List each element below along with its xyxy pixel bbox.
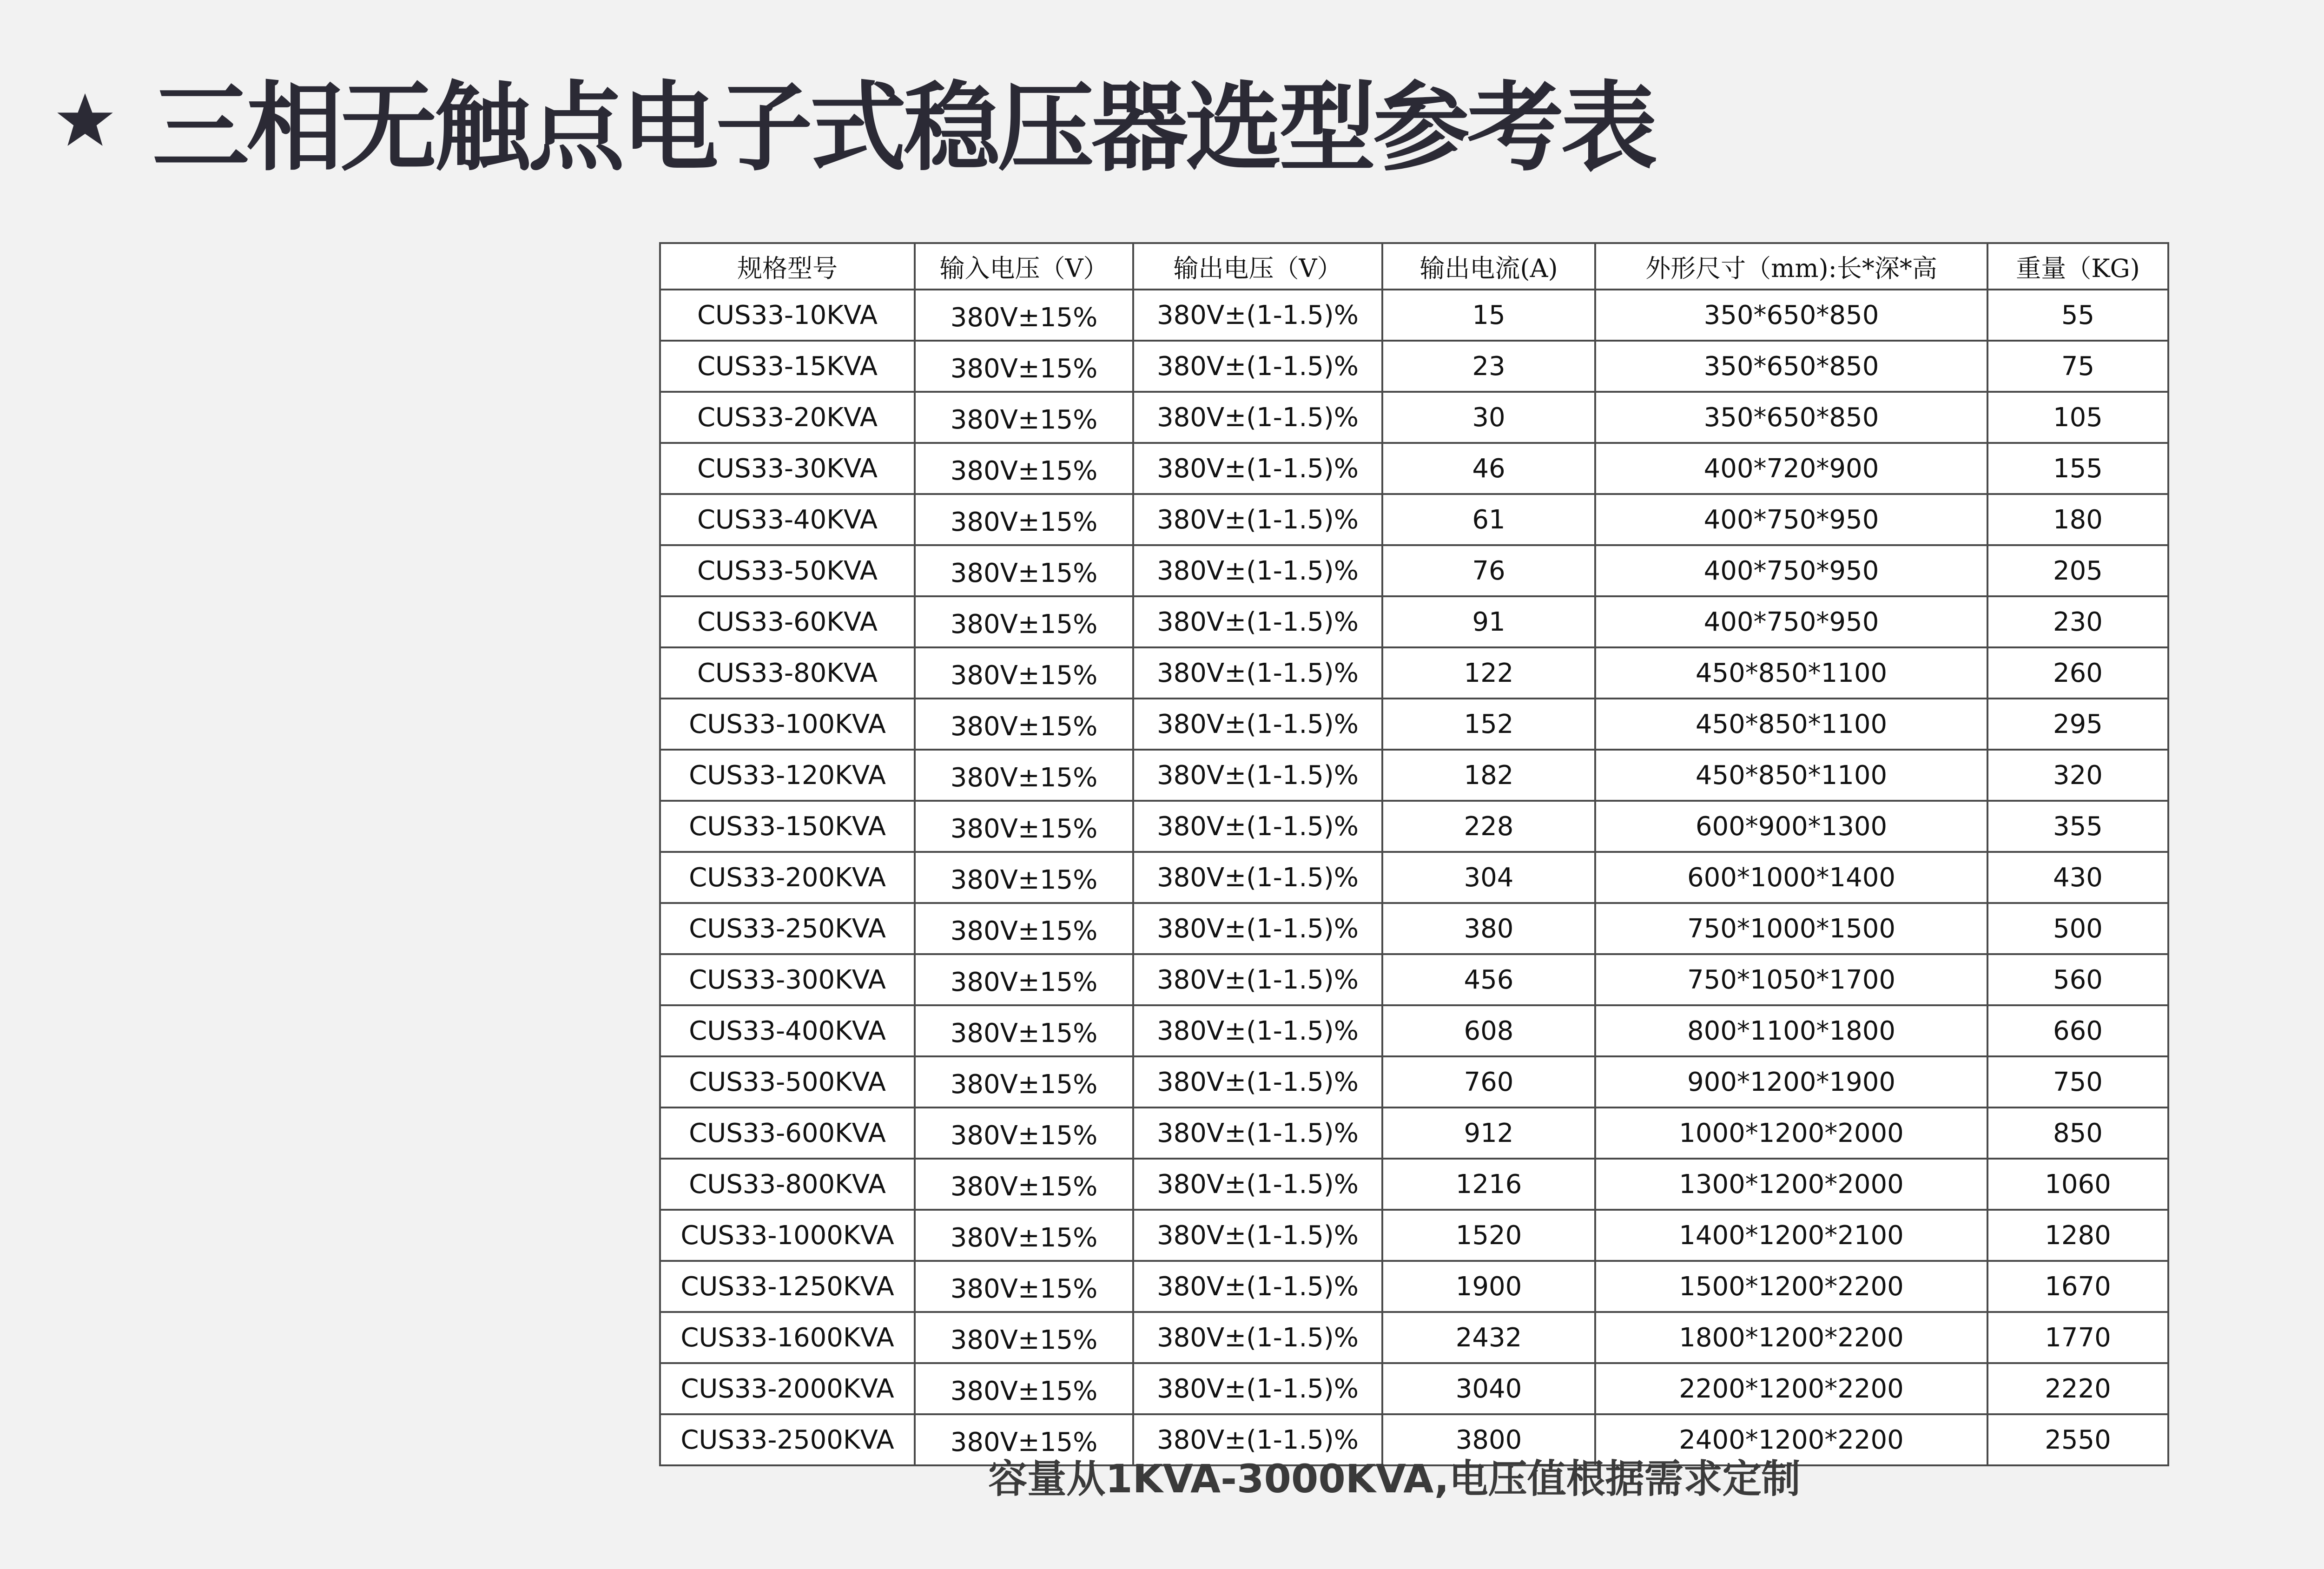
cell-input-voltage: 380V±15%	[915, 1159, 1133, 1210]
header-model: 规格型号	[660, 243, 915, 290]
cell-input-voltage: 380V±15%	[915, 801, 1133, 852]
cell-model: CUS33-80KVA	[660, 647, 915, 699]
cell-model: CUS33-50KVA	[660, 545, 915, 596]
cell-weight: 430	[1987, 852, 2168, 903]
cell-input-voltage: 380V±15%	[915, 1108, 1133, 1159]
cell-output-voltage: 380V±(1-1.5)%	[1133, 1159, 1382, 1210]
cell-output-voltage: 380V±(1-1.5)%	[1133, 1108, 1382, 1159]
cell-model: CUS33-15KVA	[660, 341, 915, 392]
cell-output-voltage: 380V±(1-1.5)%	[1133, 1363, 1382, 1414]
cell-output-current: 15	[1382, 290, 1595, 341]
cell-dimensions: 2200*1200*2200	[1595, 1363, 1987, 1414]
cell-output-current: 1216	[1382, 1159, 1595, 1210]
cell-weight: 55	[1987, 290, 2168, 341]
cell-weight: 260	[1987, 647, 2168, 699]
cell-model: CUS33-10KVA	[660, 290, 915, 341]
header-output-current: 输出电流(A)	[1382, 243, 1595, 290]
star-icon	[55, 90, 115, 150]
cell-output-current: 122	[1382, 647, 1595, 699]
header-dimensions: 外形尺寸（mm):长*深*高	[1595, 243, 1987, 290]
table-header-row	[660, 243, 2168, 290]
cell-dimensions: 450*850*1100	[1595, 699, 1987, 750]
cell-weight: 1280	[1987, 1210, 2168, 1261]
cell-input-voltage: 380V±15%	[915, 1210, 1133, 1261]
cell-weight: 2550	[1987, 1414, 2168, 1465]
cell-input-voltage: 380V±15%	[915, 392, 1133, 443]
cell-input-voltage: 380V±15%	[915, 1312, 1133, 1363]
cell-model: CUS33-200KVA	[660, 852, 915, 903]
cell-output-current: 61	[1382, 494, 1595, 545]
cell-output-voltage: 380V±(1-1.5)%	[1133, 1312, 1382, 1363]
cell-output-current: 3800	[1382, 1414, 1595, 1465]
cell-output-voltage: 380V±(1-1.5)%	[1133, 392, 1382, 443]
table-body	[660, 290, 2168, 1465]
cell-output-current: 1520	[1382, 1210, 1595, 1261]
cell-model: CUS33-20KVA	[660, 392, 915, 443]
cell-dimensions: 2400*1200*2200	[1595, 1414, 1987, 1465]
table-row	[660, 290, 2168, 341]
cell-dimensions: 350*650*850	[1595, 341, 1987, 392]
cell-model: CUS33-400KVA	[660, 1005, 915, 1056]
cell-weight: 1770	[1987, 1312, 2168, 1363]
cell-weight: 320	[1987, 750, 2168, 801]
table-row	[660, 443, 2168, 494]
cell-output-voltage: 380V±(1-1.5)%	[1133, 750, 1382, 801]
cell-input-voltage: 380V±15%	[915, 750, 1133, 801]
cell-input-voltage: 380V±15%	[915, 954, 1133, 1005]
cell-weight: 2220	[1987, 1363, 2168, 1414]
cell-dimensions: 600*1000*1400	[1595, 852, 1987, 903]
cell-model: CUS33-600KVA	[660, 1108, 915, 1159]
table-row	[660, 596, 2168, 647]
cell-model: CUS33-2500KVA	[660, 1414, 915, 1465]
cell-weight: 180	[1987, 494, 2168, 545]
cell-input-voltage: 380V±15%	[915, 1261, 1133, 1312]
cell-model: CUS33-60KVA	[660, 596, 915, 647]
cell-input-voltage: 380V±15%	[915, 596, 1133, 647]
cell-dimensions: 1300*1200*2000	[1595, 1159, 1987, 1210]
table-row	[660, 750, 2168, 801]
cell-output-current: 608	[1382, 1005, 1595, 1056]
table-row	[660, 1312, 2168, 1363]
cell-input-voltage: 380V±15%	[915, 852, 1133, 903]
cell-model: CUS33-800KVA	[660, 1159, 915, 1210]
cell-output-current: 1900	[1382, 1261, 1595, 1312]
cell-weight: 155	[1987, 443, 2168, 494]
cell-output-current: 46	[1382, 443, 1595, 494]
cell-output-voltage: 380V±(1-1.5)%	[1133, 1056, 1382, 1108]
cell-output-current: 304	[1382, 852, 1595, 903]
cell-dimensions: 350*650*850	[1595, 290, 1987, 341]
cell-input-voltage: 380V±15%	[915, 1056, 1133, 1108]
cell-weight: 1670	[1987, 1261, 2168, 1312]
cell-output-current: 152	[1382, 699, 1595, 750]
cell-dimensions: 1400*1200*2100	[1595, 1210, 1987, 1261]
cell-weight: 1060	[1987, 1159, 2168, 1210]
cell-dimensions: 750*1050*1700	[1595, 954, 1987, 1005]
table-row	[660, 545, 2168, 596]
cell-input-voltage: 380V±15%	[915, 1005, 1133, 1056]
cell-output-voltage: 380V±(1-1.5)%	[1133, 290, 1382, 341]
cell-model: CUS33-100KVA	[660, 699, 915, 750]
cell-output-voltage: 380V±(1-1.5)%	[1133, 647, 1382, 699]
cell-dimensions: 450*850*1100	[1595, 647, 1987, 699]
cell-output-voltage: 380V±(1-1.5)%	[1133, 494, 1382, 545]
cell-output-voltage: 380V±(1-1.5)%	[1133, 954, 1382, 1005]
cell-dimensions: 400*720*900	[1595, 443, 1987, 494]
table-row	[660, 699, 2168, 750]
table-row	[660, 341, 2168, 392]
cell-weight: 295	[1987, 699, 2168, 750]
table-row	[660, 801, 2168, 852]
cell-dimensions: 1800*1200*2200	[1595, 1312, 1987, 1363]
header-weight: 重量（KG)	[1987, 243, 2168, 290]
cell-input-voltage: 380V±15%	[915, 290, 1133, 341]
cell-dimensions: 450*850*1100	[1595, 750, 1987, 801]
cell-model: CUS33-40KVA	[660, 494, 915, 545]
table-row	[660, 1210, 2168, 1261]
cell-output-current: 760	[1382, 1056, 1595, 1108]
title-row	[55, 59, 1655, 185]
cell-input-voltage: 380V±15%	[915, 494, 1133, 545]
table-row	[660, 1363, 2168, 1414]
cell-dimensions: 900*1200*1900	[1595, 1056, 1987, 1108]
cell-weight: 230	[1987, 596, 2168, 647]
cell-input-voltage: 380V±15%	[915, 903, 1133, 954]
cell-output-current: 2432	[1382, 1312, 1595, 1363]
cell-model: CUS33-2000KVA	[660, 1363, 915, 1414]
header-input-voltage: 输入电压（V）	[915, 243, 1133, 290]
cell-output-voltage: 380V±(1-1.5)%	[1133, 1210, 1382, 1261]
cell-weight: 355	[1987, 801, 2168, 852]
cell-model: CUS33-300KVA	[660, 954, 915, 1005]
cell-input-voltage: 380V±15%	[915, 1363, 1133, 1414]
cell-dimensions: 400*750*950	[1595, 494, 1987, 545]
cell-output-current: 456	[1382, 954, 1595, 1005]
cell-output-current: 182	[1382, 750, 1595, 801]
footnote: 容量从1KVA-3000KVA,电压值根据需求定制	[988, 1456, 1801, 1502]
cell-output-current: 23	[1382, 341, 1595, 392]
cell-output-current: 30	[1382, 392, 1595, 443]
cell-input-voltage: 380V±15%	[915, 341, 1133, 392]
cell-weight: 105	[1987, 392, 2168, 443]
cell-output-current: 228	[1382, 801, 1595, 852]
cell-output-voltage: 380V±(1-1.5)%	[1133, 699, 1382, 750]
cell-weight: 660	[1987, 1005, 2168, 1056]
cell-input-voltage: 380V±15%	[915, 545, 1133, 596]
cell-dimensions: 400*750*950	[1595, 545, 1987, 596]
cell-output-current: 91	[1382, 596, 1595, 647]
cell-model: CUS33-120KVA	[660, 750, 915, 801]
cell-input-voltage: 380V±15%	[915, 647, 1133, 699]
cell-weight: 750	[1987, 1056, 2168, 1108]
cell-model: CUS33-1000KVA	[660, 1210, 915, 1261]
cell-output-current: 912	[1382, 1108, 1595, 1159]
cell-model: CUS33-1600KVA	[660, 1312, 915, 1363]
cell-weight: 560	[1987, 954, 2168, 1005]
cell-input-voltage: 380V±15%	[915, 443, 1133, 494]
cell-dimensions: 600*900*1300	[1595, 801, 1987, 852]
table-row	[660, 1108, 2168, 1159]
cell-model: CUS33-150KVA	[660, 801, 915, 852]
table-row	[660, 647, 2168, 699]
table-row	[660, 1005, 2168, 1056]
cell-dimensions: 750*1000*1500	[1595, 903, 1987, 954]
cell-output-voltage: 380V±(1-1.5)%	[1133, 341, 1382, 392]
cell-output-voltage: 380V±(1-1.5)%	[1133, 801, 1382, 852]
cell-dimensions: 400*750*950	[1595, 596, 1987, 647]
cell-output-current: 3040	[1382, 1363, 1595, 1414]
table-row	[660, 1261, 2168, 1312]
cell-output-current: 380	[1382, 903, 1595, 954]
cell-dimensions: 350*650*850	[1595, 392, 1987, 443]
cell-model: CUS33-30KVA	[660, 443, 915, 494]
cell-model: CUS33-250KVA	[660, 903, 915, 954]
cell-weight: 75	[1987, 341, 2168, 392]
cell-dimensions: 800*1100*1800	[1595, 1005, 1987, 1056]
table-row	[660, 954, 2168, 1005]
cell-weight: 850	[1987, 1108, 2168, 1159]
cell-output-voltage: 380V±(1-1.5)%	[1133, 1261, 1382, 1312]
table-row	[660, 903, 2168, 954]
cell-output-voltage: 380V±(1-1.5)%	[1133, 903, 1382, 954]
cell-model: CUS33-500KVA	[660, 1056, 915, 1108]
cell-model: CUS33-1250KVA	[660, 1261, 915, 1312]
cell-input-voltage: 380V±15%	[915, 1414, 1133, 1465]
page-title: 三相无触点电子式稳压器选型参考表	[152, 72, 1655, 185]
cell-output-voltage: 380V±(1-1.5)%	[1133, 852, 1382, 903]
cell-output-voltage: 380V±(1-1.5)%	[1133, 545, 1382, 596]
cell-weight: 205	[1987, 545, 2168, 596]
spec-table	[659, 242, 2169, 1466]
cell-input-voltage: 380V±15%	[915, 699, 1133, 750]
cell-output-voltage: 380V±(1-1.5)%	[1133, 443, 1382, 494]
table-row	[660, 852, 2168, 903]
cell-output-voltage: 380V±(1-1.5)%	[1133, 596, 1382, 647]
cell-output-current: 76	[1382, 545, 1595, 596]
table-row	[660, 1056, 2168, 1108]
cell-weight: 500	[1987, 903, 2168, 954]
header-output-voltage: 输出电压（V）	[1133, 243, 1382, 290]
table-row	[660, 494, 2168, 545]
table-row	[660, 392, 2168, 443]
cell-output-voltage: 380V±(1-1.5)%	[1133, 1005, 1382, 1056]
cell-output-voltage: 380V±(1-1.5)%	[1133, 1414, 1382, 1465]
cell-dimensions: 1000*1200*2000	[1595, 1108, 1987, 1159]
table-row	[660, 1159, 2168, 1210]
cell-dimensions: 1500*1200*2200	[1595, 1261, 1987, 1312]
table-header	[660, 243, 2168, 290]
